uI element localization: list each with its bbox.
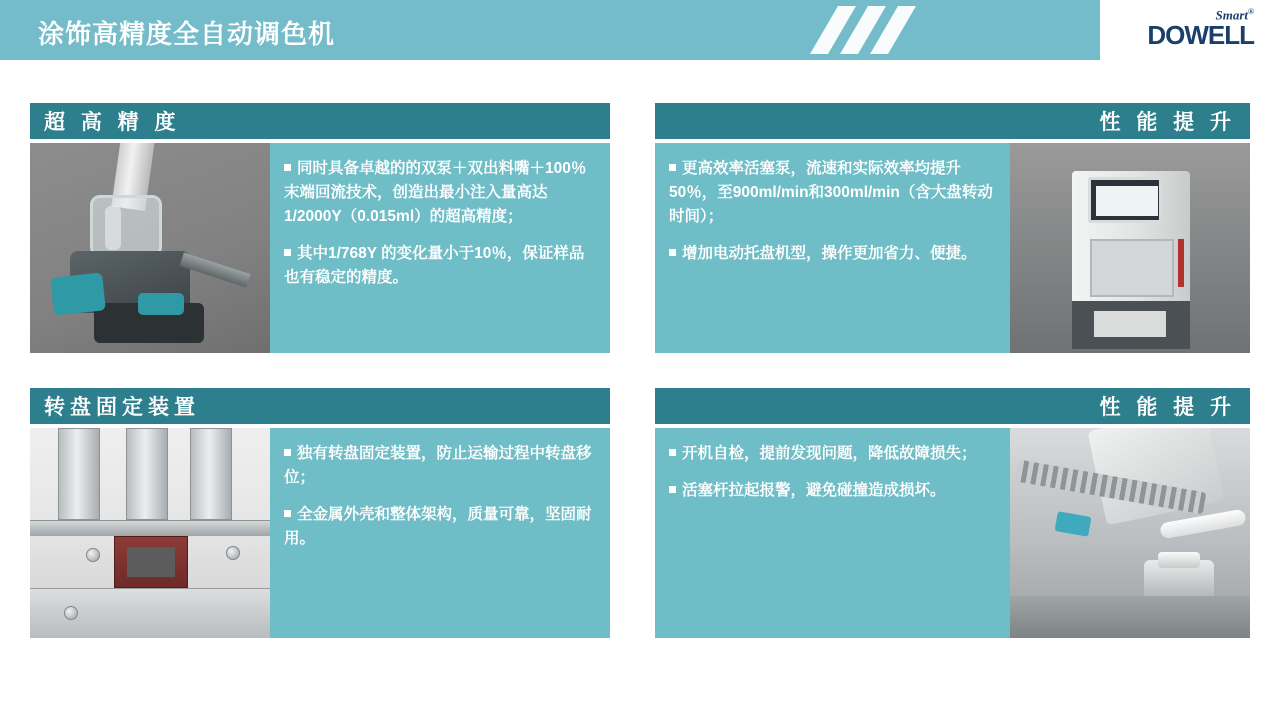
tinting-machine-photo [1010,143,1250,353]
card-paragraph: 更高效率活塞泵，流速和实际效率均提升50％，至900ml/min和300ml/min（含大盘转动时间）； [669,160,993,226]
card-title-bar [30,103,610,139]
card-text [270,428,610,638]
card-body [655,143,1250,353]
card-performance-upgrade-selfcheck [655,388,1250,638]
page-title: 涂饰高精度全自动调色机 [38,19,336,49]
dispensing-nozzle-photo [30,143,270,353]
card-title: 性 能 提 升 [1099,111,1236,134]
bullet-icon [669,486,676,493]
card-body [30,143,610,353]
logo-dowell-text: DOWELL [1147,20,1254,51]
card-title-bar [655,388,1250,424]
slide-header [0,0,1280,60]
brand-logo [1147,7,1254,51]
card-paragraph: 增加电动托盘机型，操作更加省力、便捷。 [682,245,977,263]
card-title-bar [30,388,610,424]
card-ultra-precision [30,103,610,353]
bullet-icon [669,449,676,456]
card-text [270,143,610,353]
card-paragraph: 同时具备卓越的的双泵＋双出料嘴＋100％末端回流技术，创造出最小注入量高达1/2000Y（0.015ml）的超高精度； [284,160,587,226]
bullet-icon [284,249,291,256]
card-title: 性 能 提 升 [1099,396,1236,419]
logo-smart-text: Smart [1215,7,1249,23]
card-body [655,428,1250,638]
card-title: 转盘固定装置 [44,396,200,419]
piston-rod-closeup-photo [1010,428,1250,638]
bullet-icon [284,449,291,456]
card-turntable-fixture [30,388,610,638]
card-paragraph: 活塞杆拉起报警，避免碰撞造成损坏。 [682,482,946,500]
card-text [655,143,1010,353]
registered-mark: ® [1248,7,1254,16]
bullet-icon [669,164,676,171]
card-paragraph: 开机自检，提前发现问题，降低故障损失； [682,445,977,462]
bullet-icon [284,164,291,171]
card-text [655,428,1010,638]
turntable-fixture-cad-drawing [30,428,270,638]
logo-panel [1100,0,1280,60]
card-body [30,428,610,638]
card-performance-upgrade-pump [655,103,1250,353]
bullet-icon [669,249,676,256]
decorative-slashes-icon [810,0,920,60]
card-paragraph: 全金属外壳和整体架构，质量可靠，坚固耐用。 [284,506,592,548]
card-title-bar [655,103,1250,139]
card-paragraph: 独有转盘固定装置，防止运输过程中转盘移位； [284,445,592,487]
card-title: 超 高 精 度 [44,111,181,134]
card-paragraph: 其中1/768Y 的变化量小于10％，保证样品也有稳定的精度。 [284,245,585,287]
bullet-icon [284,510,291,517]
